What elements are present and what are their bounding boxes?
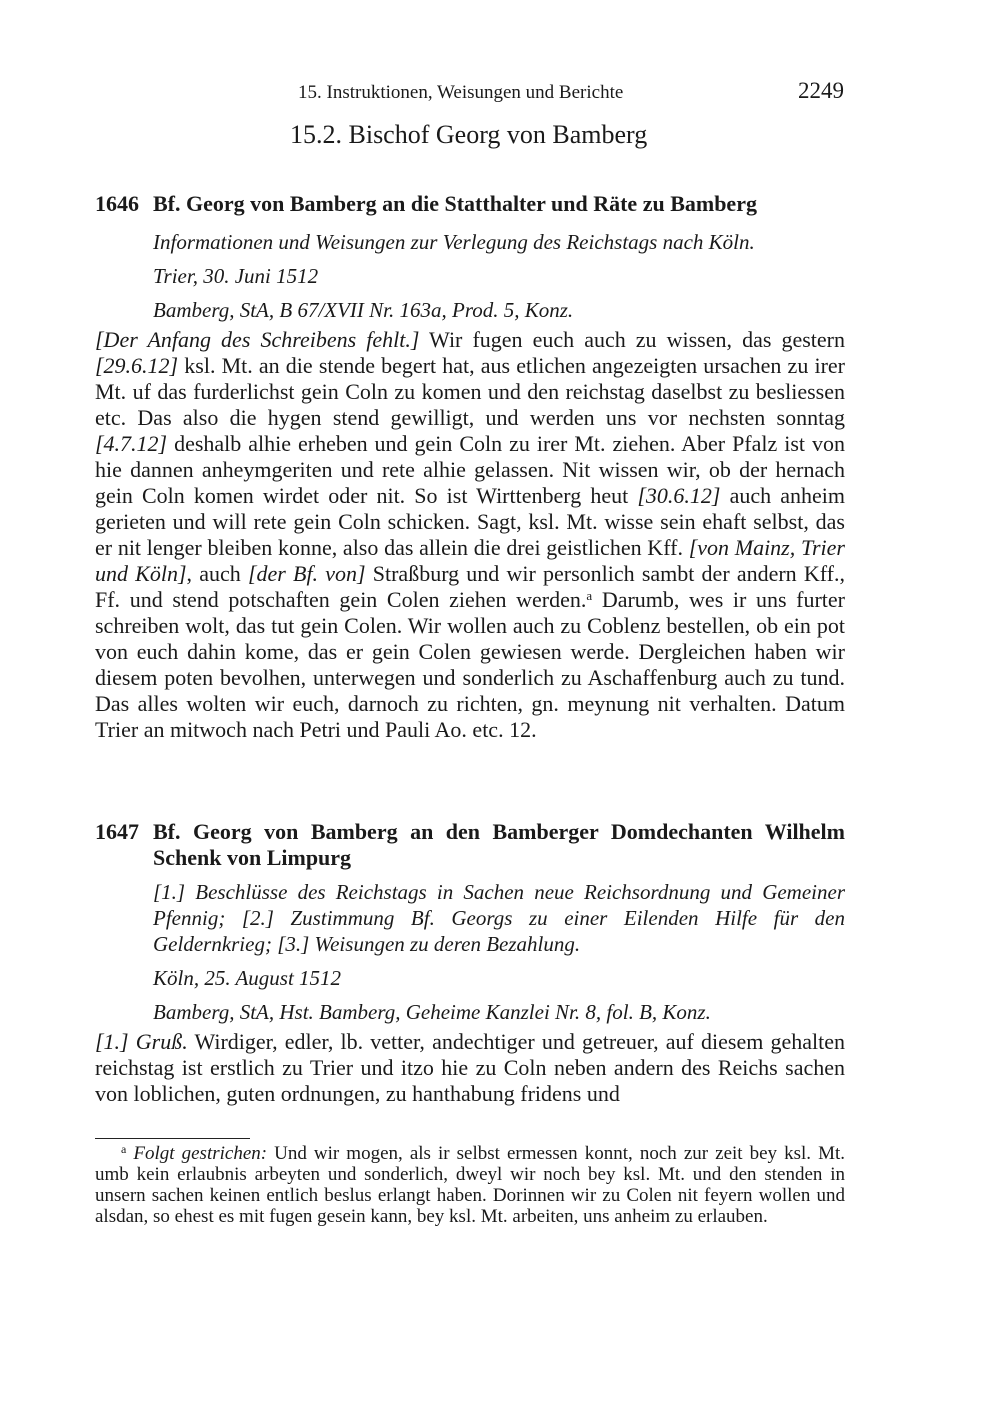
body-text: Darumb, wes ir uns furter schreiben wolt, das tut gein Colen. Wir wollen auch zu Coblenz bestellen, ob ein pot von euch dahin kome, das er gein Colen gewiesen werde. Dergleichen haben wir diesem poten bevolhen, unterwegen und sonderlich zu Aschaffenburg auch zu tund. Das alles wolten wir euch, darnoch zu richten, gn. meynung nit verhalten. Datum Trier an mitwoch nach Petri und Pauli Ao. etc. 12.: [95, 587, 845, 742]
document-title: Bf. Georg von Bamberg an den Bamberger Domdechanten Wilhelm Schenk von Limpurg: [153, 819, 845, 870]
place-date: Köln, 25. August 1512: [153, 966, 342, 990]
footnote-reference[interactable]: a: [586, 588, 593, 603]
footnote-label: Folgt gestrichen:: [133, 1143, 268, 1164]
footnote: [95, 1143, 845, 1227]
editorial-note: [Der Anfang des Schreibens fehlt.]: [95, 327, 420, 352]
body-text: , auch: [186, 561, 248, 586]
archival-source: Bamberg, StA, B 67/XVII Nr. 163a, Prod. 5, Konz.: [153, 298, 574, 322]
body-text: Wirdiger, edler, lb. vetter, andechtiger und getreuer, auf diesem gehalten reichstag ist erstlich zu Trier und itzo hie zu Coln neben andern des Reichs sachen von loblichen, guten ordnungen, zu hanthabung fridens und: [95, 1029, 845, 1106]
archival-source: Bamberg, StA, Hst. Bamberg, Geheime Kanzlei Nr. 8, fol. B, Konz.: [153, 1000, 711, 1024]
document-heading: [95, 819, 845, 871]
footnote-divider: [95, 1138, 250, 1139]
document-number: 1647: [95, 819, 139, 844]
editorial-date: [30.6.12]: [637, 483, 721, 508]
document-heading: [95, 191, 845, 217]
body-text: auch anheim gerieten und will rete gein Coln schicken. Sagt, ksl. Mt. wisse sein ehaft selbst, das er nit lenger bleiben konne, also das allein die drei geistlichen Kff.: [95, 483, 845, 560]
document-summary: [1.] Beschlüsse des Reichstags in Sachen neue Reichsordnung und Gemeiner Pfennig; [2.] Zustimmung Bf. Georgs zu einer Eilenden Hilfe für den Geldernkrieg; [3.] Weisungen zu deren Bezahlung.: [153, 880, 845, 956]
document-body: [95, 1029, 845, 1107]
body-text: ksl. Mt. an die stende begert hat, aus etlichen angezeigten ursachen zu irer Mt. uf das furderlichst gein Coln zu komen und den reichstag daselbst zu besliessen etc. Das also die hygen stend gewilligt, und werden uns vor nechsten sonntag: [95, 353, 845, 430]
document-summary: Informationen und Weisungen zur Verlegung des Reichstags nach Köln.: [153, 230, 755, 254]
editorial-note: [der Bf. von]: [247, 561, 366, 586]
editorial-note: [von Mainz, Trier und Köln]: [95, 535, 845, 586]
body-text: Wir fugen euch auch zu wissen, das gestern: [419, 327, 845, 352]
document-1646: [95, 191, 845, 743]
footnote-mark: a: [121, 1142, 127, 1156]
document-1647: [95, 819, 845, 1107]
body-text: deshalb alhie erheben und gein Coln zu irer Mt. ziehen. Aber Pfalz ist von hie dannen anheymgeriten und rete alhie gelassen. Nit wissen wir, ob der hernach gein Coln komen wirdet oder nit. So ist Wirttenberg heut: [95, 431, 845, 508]
editorial-note: [1.] Gruß.: [95, 1029, 188, 1054]
editorial-date: [4.7.12]: [95, 431, 168, 456]
page-number: 2249: [798, 78, 844, 103]
section-title: 15.2. Bischof Georg von Bamberg: [290, 120, 648, 149]
editorial-date: [29.6.12]: [95, 353, 179, 378]
place-date: Trier, 30. Juni 1512: [153, 264, 319, 288]
document-title: Bf. Georg von Bamberg an die Statthalter und Räte zu Bamberg: [153, 191, 757, 216]
footnote-text: Und wir mogen, als ir selbst ermessen konnt, noch zur zeit bey ksl. Mt. umb kein erlaubnis arbeyten und sonderlich, dweyl wir noch bey ksl. Mt. und den stenden in unsern sachen keinen entlich beslus erlangt haben. Dorinnen wir zu Colen nit feyern wollen und alsdan, so ehest es mit fugen gesein kann, bey ksl. Mt. arbeiten, uns anheim zu erlauben.: [95, 1143, 846, 1227]
running-head: 15. Instruktionen, Weisungen und Berichte: [298, 82, 624, 103]
body-text: Straßburg und wir personlich sambt der andern Kff., Ff. und stend potschaften gein Colen ziehen werden.: [95, 561, 846, 612]
document-number: 1646: [95, 191, 139, 216]
document-body: [95, 327, 845, 743]
